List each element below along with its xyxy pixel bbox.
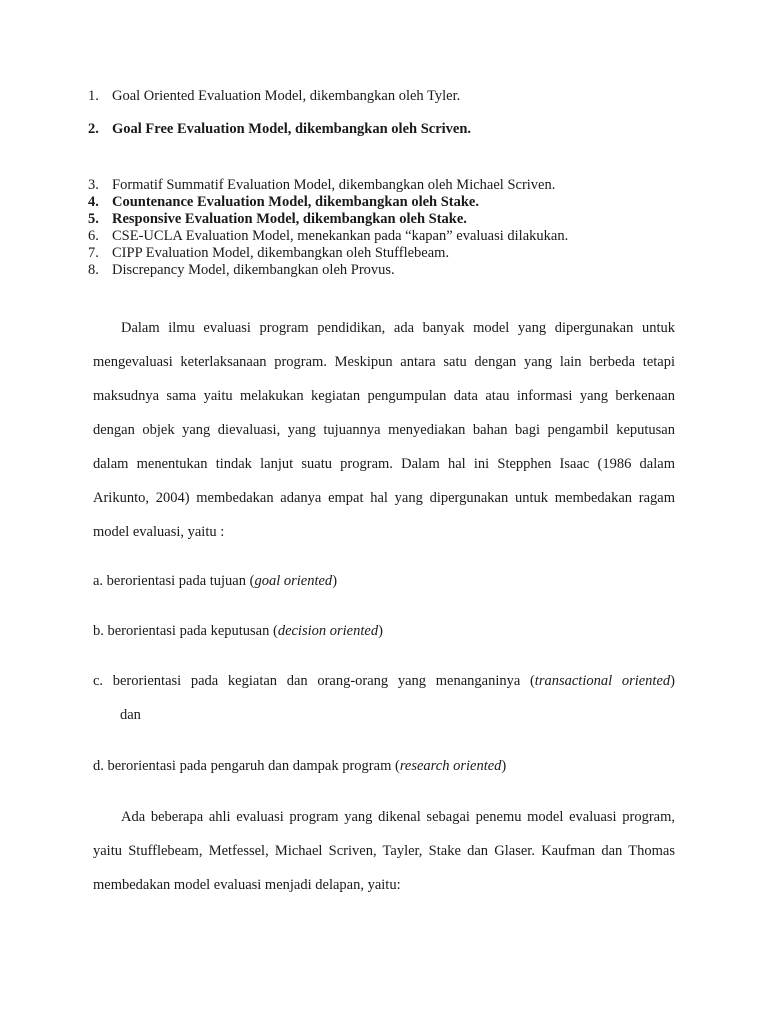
list-number: 5. [88, 211, 99, 227]
list-item [88, 194, 688, 211]
item-prefix: b. berorientasi pada keputusan ( [93, 623, 278, 639]
paragraph-text: Dalam ilmu evaluasi program pendidikan, ada banyak model yang dipergunakan untuk mengevaluasi keterlaksanaan program. Meskipun antara satu dengan yang lain berbeda tetapi maksudnya sama yaitu melakukan kegiatan pengumpulan data atau informasi yang berkenaan dengan objek yang dievaluasi, yang tujuannya menyediakan bahan bagi pengambil keputusan dalam menentukan tindak lanjut suatu program. Dalam hal ini Stepphen Isaac (1986 dalam Arikunto, 2004) membedakan adanya empat hal yang dipergunakan untuk membedakan ragam model evaluasi, yaitu : [93, 320, 675, 540]
list-text: Goal Oriented Evaluation Model, dikembangkan oleh Tyler. [112, 88, 461, 104]
item-suffix: ) [501, 758, 507, 774]
list-item [88, 228, 688, 245]
orientation-item-a [93, 573, 675, 590]
list-item [88, 211, 688, 228]
list-number: 6. [88, 228, 99, 244]
list-number: 1. [88, 88, 99, 104]
item-term: goal oriented [254, 573, 333, 589]
list-text: Responsive Evaluation Model, dikembangkan oleh Stake. [112, 211, 467, 227]
list-item [88, 262, 688, 279]
list-text: Formatif Summatif Evaluation Model, dikembangkan oleh Michael Scriven. [112, 177, 556, 193]
orientation-item-d [93, 758, 675, 775]
list-text: CIPP Evaluation Model, dikembangkan oleh Stufflebeam. [112, 245, 450, 261]
item-prefix: d. berorientasi pada pengaruh dan dampak program ( [93, 758, 400, 774]
list-text: Goal Free Evaluation Model, dikembangkan oleh Scriven. [112, 121, 472, 137]
list-number: 4. [88, 194, 99, 210]
item-suffix: ) [670, 673, 675, 689]
list-item [88, 245, 688, 262]
item-prefix: c. berorientasi pada kegiatan dan orang-orang yang menanganinya ( [93, 673, 535, 689]
list-text: Countenance Evaluation Model, dikembangkan oleh Stake. [112, 194, 479, 210]
list-item [88, 88, 688, 105]
list-number: 8. [88, 262, 99, 278]
list-number: 3. [88, 177, 99, 193]
item-term: research oriented [399, 758, 502, 774]
list-number: 2. [88, 121, 99, 137]
orientation-item-c-continuation: dan [120, 707, 141, 723]
item-suffix: ) [332, 573, 338, 589]
body-paragraph [93, 800, 675, 902]
item-term: decision oriented [277, 623, 379, 639]
list-number: 7. [88, 245, 99, 261]
paragraph-text: Ada beberapa ahli evaluasi program yang dikenal sebagai penemu model evaluasi program, yaitu Stufflebeam, Metfessel, Michael Scriven, Tayler, Stake dan Glaser. Kaufman dan Thomas membedakan model evaluasi menjadi delapan, yaitu: [93, 809, 675, 893]
body-paragraph [93, 311, 675, 549]
orientation-item-b [93, 623, 675, 640]
list-item [88, 177, 688, 194]
item-suffix: ) [378, 623, 383, 639]
item-prefix: a. berorientasi pada tujuan ( [93, 573, 255, 589]
list-item [88, 121, 688, 138]
list-text: Discrepancy Model, dikembangkan oleh Provus. [112, 262, 395, 278]
list-text: CSE-UCLA Evaluation Model, menekankan pada “kapan” evaluasi dilakukan. [112, 228, 569, 244]
orientation-item-c [93, 673, 675, 690]
item-term: transactional oriented [534, 673, 671, 689]
